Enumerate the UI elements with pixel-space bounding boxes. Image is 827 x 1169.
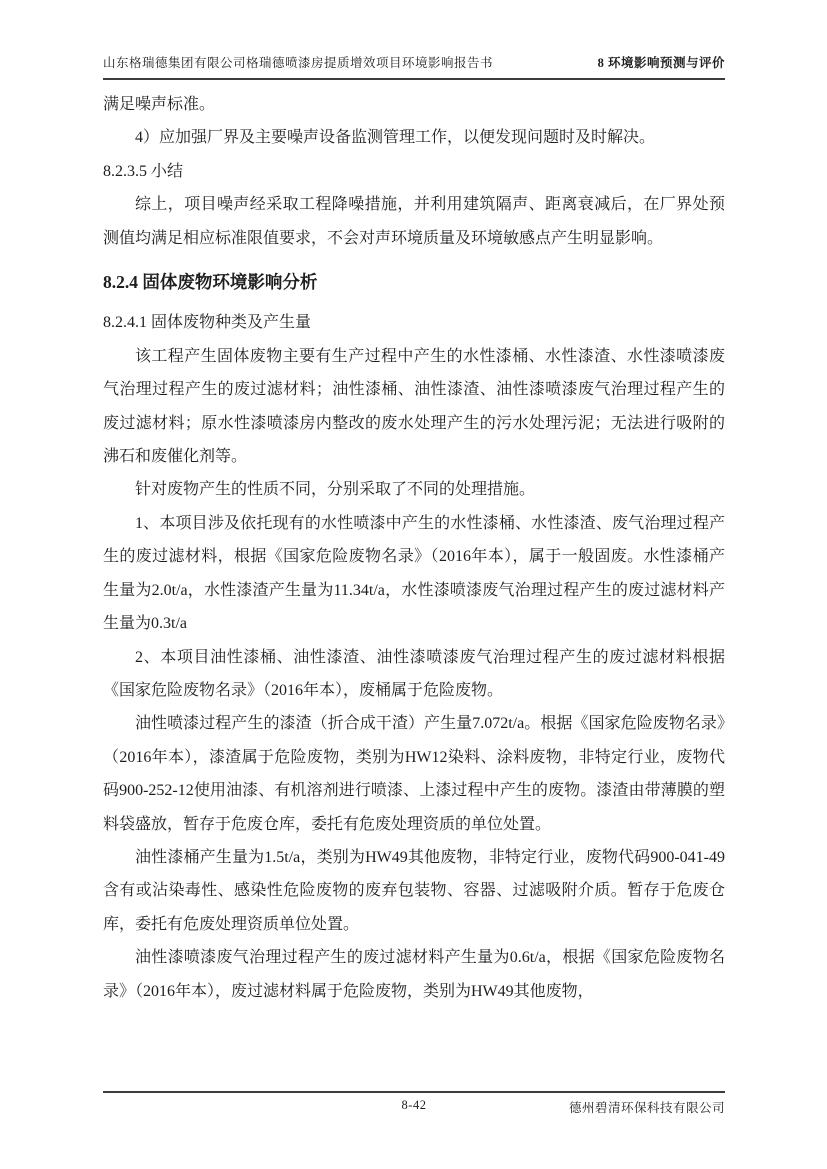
document-body [103, 88, 725, 1008]
page-header [103, 0, 725, 80]
paragraph-item-2-oil-based-waste: 2、本项目油性漆桶、油性漆渣、油性漆喷漆废气治理过程产生的废过滤材料根据《国家危险废物名录》（2016年本），废桶属于危险废物。 [103, 648, 725, 699]
page-number: 8-42 [401, 1098, 427, 1112]
header-report-title: 山东格瑞德集团有限公司格瑞德喷漆房提质增效项目环境影响报告书 [103, 56, 494, 70]
paragraph-solid-waste-types: 该工程产生固体废物主要有生产过程中产生的水性漆桶、水性漆渣、水性漆喷漆废气治理过程产生的废过滤材料；油性漆桶、油性漆渣、油性漆喷漆废气治理过程产生的废过滤材料；原水性漆喷漆房内整改的废水处理产生的污水处理污泥；无法进行吸附的沸石和废催化剂等。 [103, 347, 725, 466]
paragraph-paint-residue: 油性喷漆过程产生的漆渣（折合成干渣）产生量7.072t/a。根据《国家危险废物名录》（2016年本），漆渣属于危险废物，类别为HW12染料、涂料废物，非特定行业，废物代码900-252-12使用油漆、有机溶剂进行喷漆、上漆过程中产生的废物。漆渣由带薄膜的塑料袋盛放，暂存于危废仓库，委托有危废处理资质的单位处置。 [103, 715, 725, 833]
section-heading-8-2-3-5: 8.2.3.5 小结 [103, 162, 184, 180]
section-heading-8-2-4-1: 8.2.4.1 固体废物种类及产生量 [103, 314, 312, 332]
paragraph-waste-filter-material: 油性漆喷漆废气治理过程产生的废过滤材料产生量为0.6t/a，根据《国家危险废物名录》（2016年本），废过滤材料属于危险废物，类别为HW49其他废物， [103, 949, 725, 1000]
footer-company-name: 德州碧清环保科技有限公司 [568, 1101, 725, 1115]
paragraph-treatment-measures: 针对废物产生的性质不同，分别采取了不同的处理措施。 [135, 481, 536, 499]
paragraph-item-1-waterborne-waste: 1、本项目涉及依托现有的水性喷漆中产生的水性漆桶、水性漆渣、废气治理过程产生的废过滤材料，根据《国家危险废物名录》（2016年本），属于一般固废。水性漆桶产生量为2.0t/a，水性漆渣产生量为11.34t/a，水性漆喷漆废气治理过程产生的废过滤材料产生量为0.3t/a [103, 514, 725, 633]
paragraph-noise-monitoring: 4）应加强厂界及主要噪声设备监测管理工作，以便发现问题时及时解决。 [135, 129, 656, 147]
page-footer [103, 1091, 725, 1121]
header-chapter-title: 8 环境影响预测与评价 [597, 56, 725, 70]
paragraph-oil-paint-buckets: 油性漆桶产生量为1.5t/a，类别为HW49其他废物，非特定行业，废物代码900-041-49含有或沾染毒性、感染性危险废物的废弃包装物、容器、过滤吸附介质。暂存于危废仓库，委托有危废处理资质单位处置。 [103, 848, 725, 933]
paragraph-noise-standard-continuation: 满足噪声标准。 [103, 96, 216, 113]
paragraph-noise-summary: 综上，项目噪声经采取工程降噪措施，并利用建筑隔声、距离衰减后，在厂界处预测值均满足相应标准限值要求，不会对声环境质量及环境敏感点产生明显影响。 [103, 196, 725, 247]
section-heading-8-2-4: 8.2.4 固体废物环境影响分析 [103, 272, 318, 293]
